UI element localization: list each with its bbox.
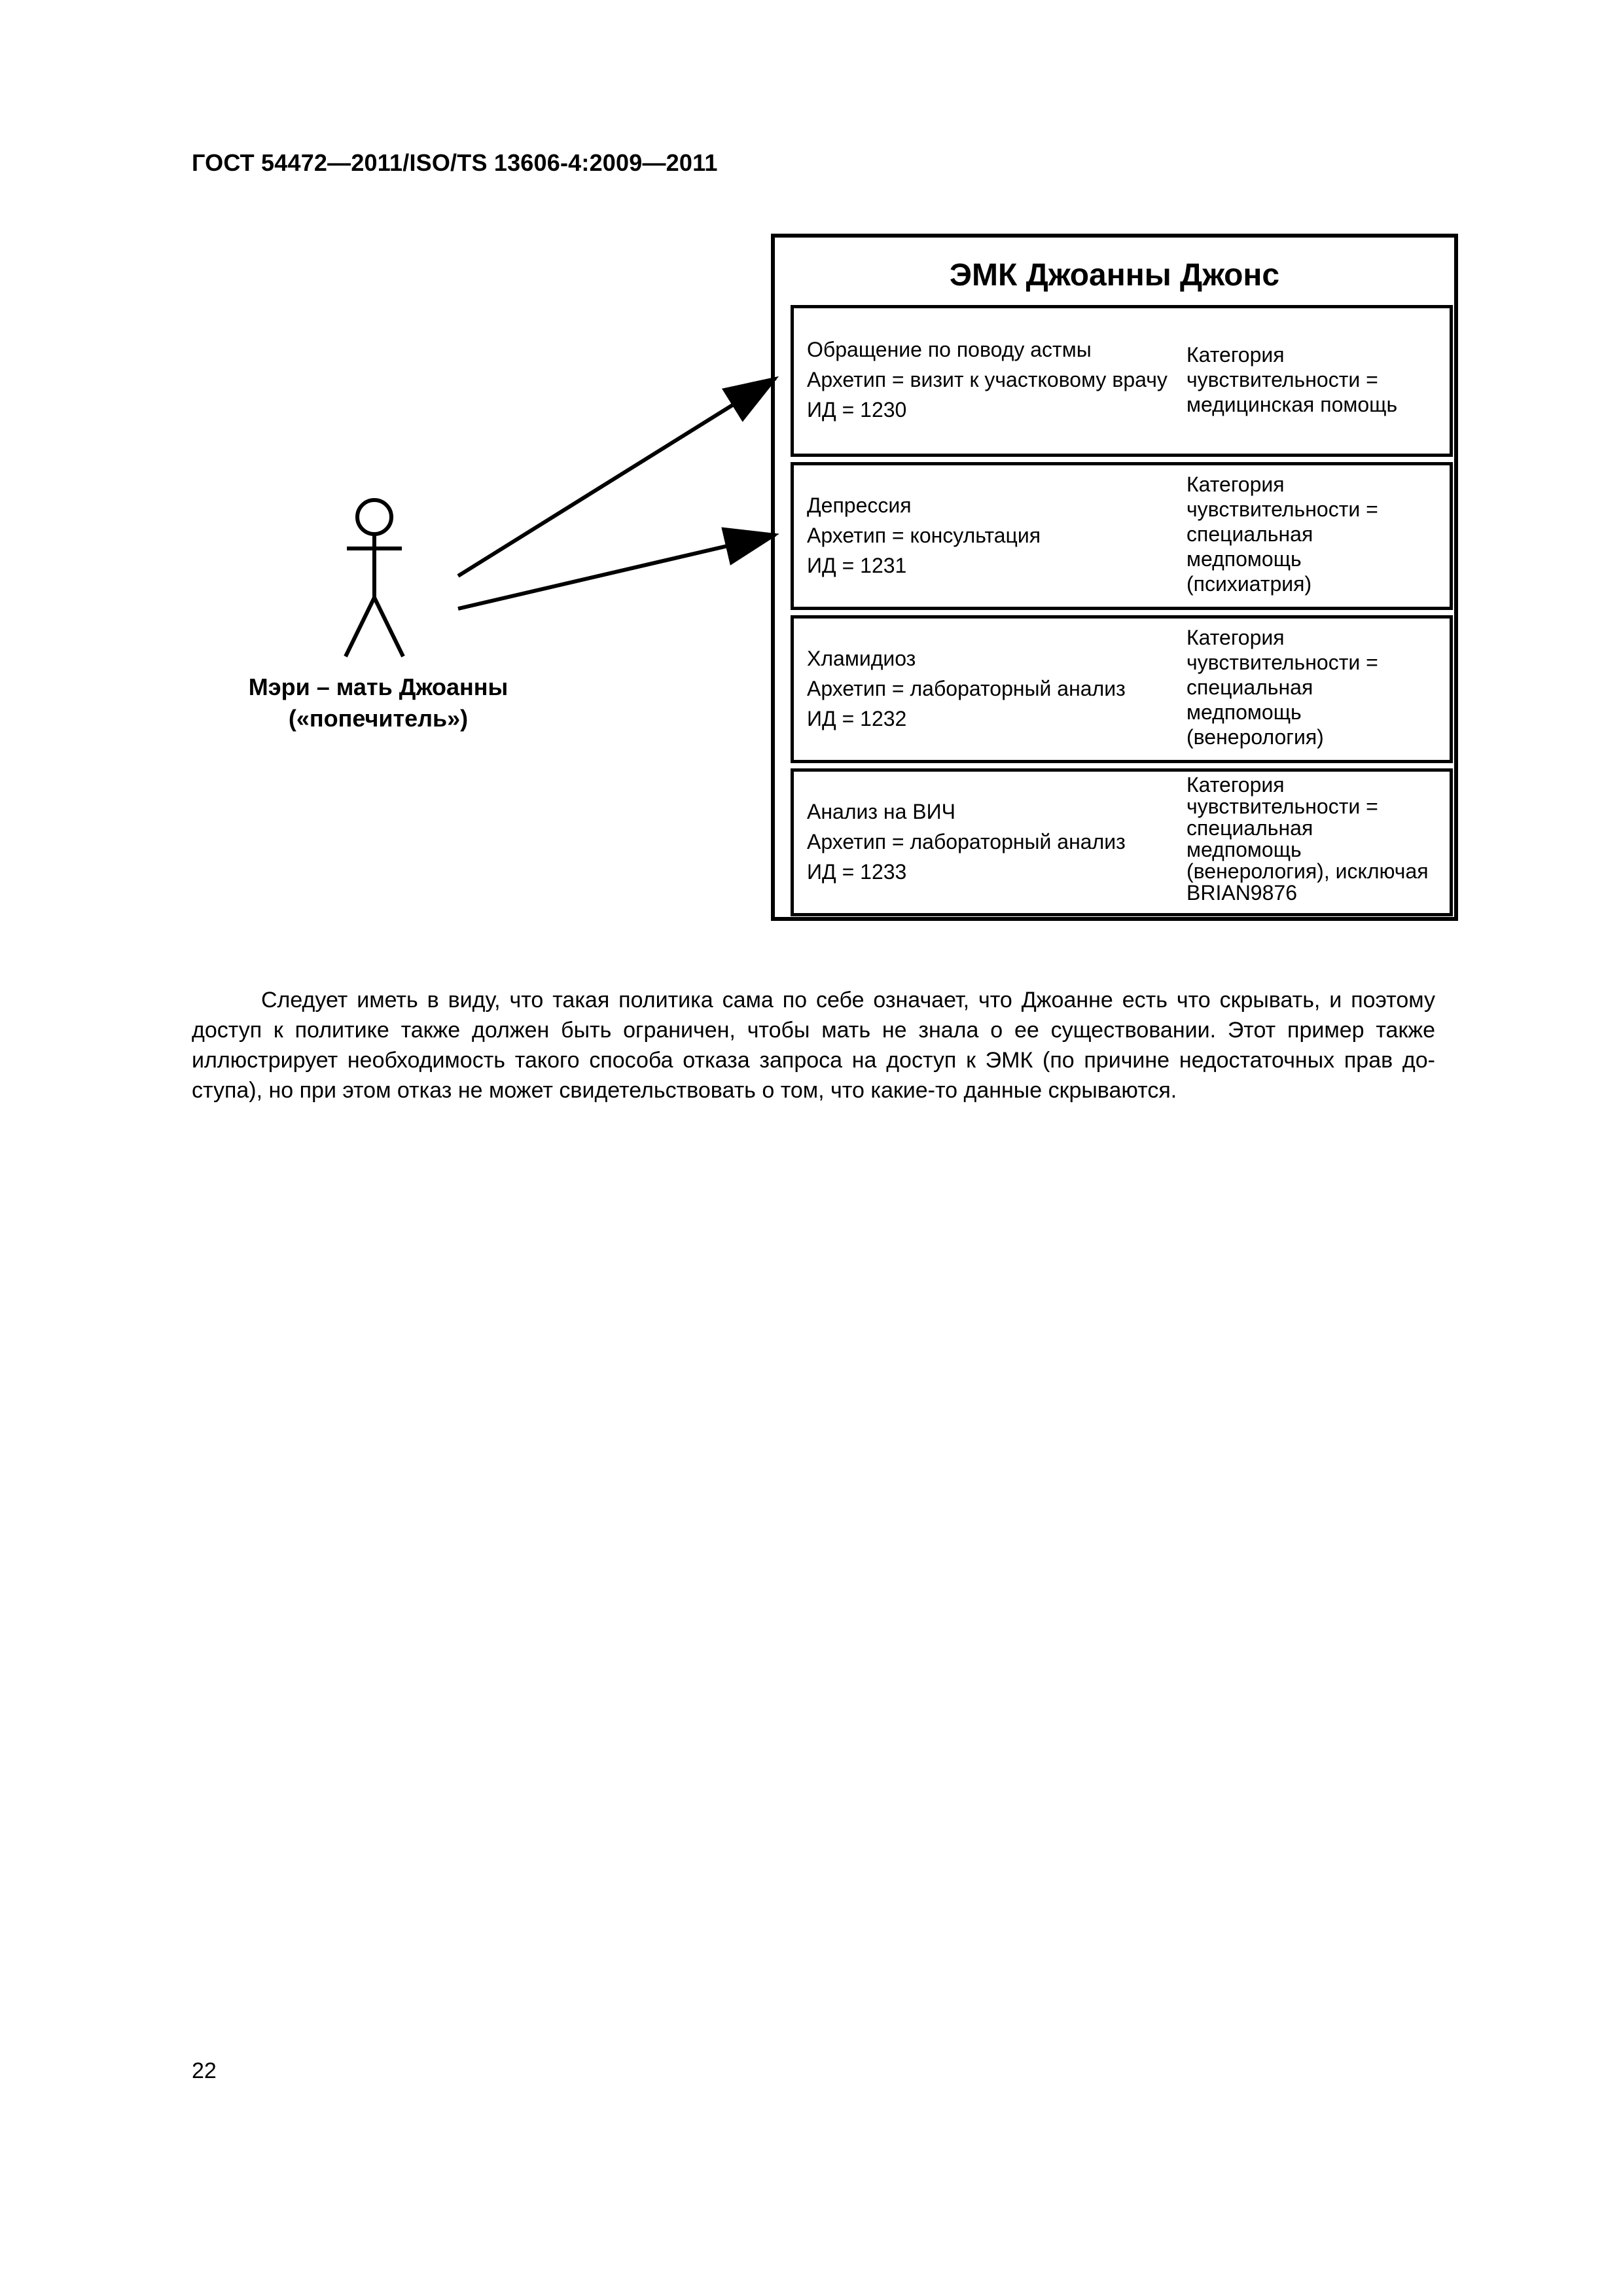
record-name: Хламидиоз [807, 647, 916, 670]
sensitivity-line: Категория [1186, 626, 1285, 649]
actor-caption [208, 672, 548, 734]
stick-figure-icon [346, 500, 403, 656]
sensitivity-line: Категория [1186, 473, 1285, 496]
record-sensitivity [1186, 625, 1461, 749]
record-archetype: Архетип = визит к участковому врачу [807, 368, 1168, 391]
record-id: ИД = 1230 [807, 398, 907, 422]
sensitivity-line: медпомощь [1186, 838, 1302, 861]
ehr-container [771, 234, 1458, 921]
record-archetype: Архетип = лабораторный анализ [807, 677, 1126, 700]
paragraph-line: ступа), но при этом отказ не может свидетельствовать о том, что какие-то данные скрываются. [192, 1078, 1177, 1103]
sensitivity-line: специальная [1186, 522, 1313, 546]
sensitivity-line: специальная [1186, 675, 1313, 699]
record-hiv-test [791, 768, 1453, 916]
record-sensitivity [1186, 774, 1461, 904]
sensitivity-line: специальная [1186, 816, 1313, 840]
sensitivity-line: (венерология) [1186, 725, 1324, 749]
paragraph-line: доступ к политике также должен быть ограничен, чтобы мать не знала о ее существовании. Этот пример также [192, 1018, 1435, 1043]
record-details [807, 797, 1126, 887]
record-details [807, 490, 1041, 581]
sensitivity-line: медпомощь [1186, 700, 1302, 724]
record-depression [791, 462, 1453, 610]
record-sensitivity [1186, 472, 1461, 596]
actor-caption-line2: («попечитель») [288, 705, 469, 732]
record-details [807, 334, 1168, 425]
actor-caption-line1: Мэри – мать Джоанны [248, 673, 508, 700]
record-name: Анализ на ВИЧ [807, 800, 955, 823]
page-number: 22 [192, 2058, 217, 2083]
sensitivity-line: чувствительности = [1186, 368, 1378, 391]
record-archetype: Архетип = лабораторный анализ [807, 830, 1126, 853]
sensitivity-line: (венерология), исключая [1186, 859, 1429, 883]
sensitivity-line: чувствительности = [1186, 795, 1378, 818]
sensitivity-line: BRIAN9876 [1186, 881, 1297, 905]
record-name: Обращение по поводу астмы [807, 338, 1092, 361]
sensitivity-line: медицинская помощь [1186, 393, 1398, 416]
record-details [807, 643, 1126, 734]
record-id: ИД = 1231 [807, 554, 907, 577]
sensitivity-line: чувствительности = [1186, 651, 1378, 674]
sensitivity-line: (психиатрия) [1186, 572, 1312, 596]
sensitivity-line: Категория [1186, 343, 1285, 367]
record-chlamydia [791, 615, 1453, 763]
sensitivity-line: медпомощь [1186, 547, 1302, 571]
record-id: ИД = 1232 [807, 707, 907, 730]
body-paragraph [192, 985, 1435, 1105]
paragraph-line: иллюстрирует необходимость такого способа отказа запроса на доступ к ЭМК (по причине недостаточных прав до- [192, 1048, 1435, 1073]
record-name: Депрессия [807, 493, 912, 517]
document-header: ГОСТ 54472—2011/ISO/TS 13606-4:2009—2011 [192, 149, 718, 176]
record-archetype: Архетип = консультация [807, 524, 1041, 547]
record-id: ИД = 1233 [807, 860, 907, 884]
paragraph-line: Следует иметь в виду, что такая политика сама по себе означает, что Джоанне есть что скрывать, и поэтому [261, 988, 1435, 1013]
ehr-title: ЭМК Джоанны Джонс [949, 258, 1280, 293]
sensitivity-line: чувствительности = [1186, 497, 1378, 521]
record-asthma [791, 305, 1453, 457]
record-sensitivity [1186, 342, 1461, 417]
sensitivity-line: Категория [1186, 773, 1285, 797]
